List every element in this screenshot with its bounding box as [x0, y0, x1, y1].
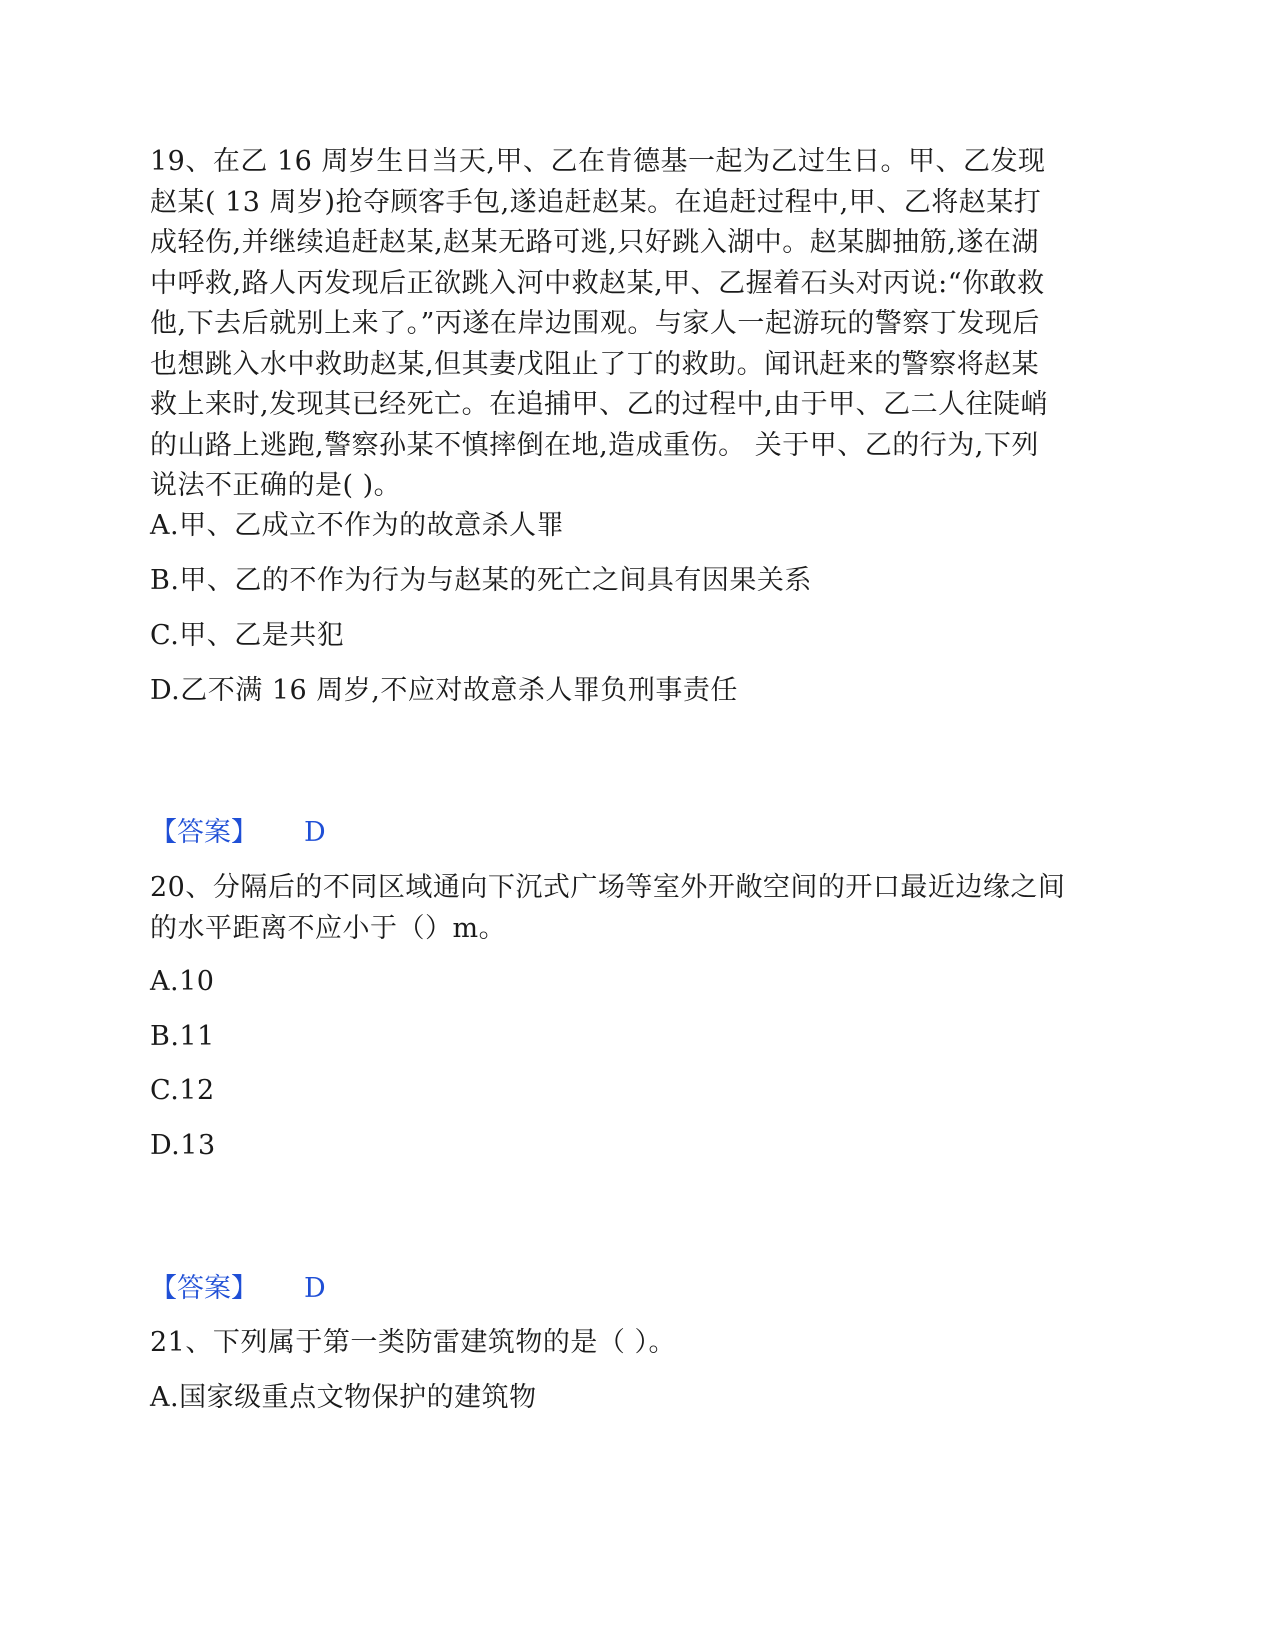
question-19-stem-line: 说法不正确的是( )。	[150, 470, 402, 501]
option-b-text: B.11	[150, 1021, 215, 1052]
question-19-option-b	[150, 561, 1130, 601]
question-19-option-d	[150, 671, 1130, 711]
option-a-text: A.国家级重点文物保护的建筑物	[150, 1382, 537, 1413]
option-d-text: D.乙不满 16 周岁,不应对故意杀人罪负刑事责任	[150, 675, 738, 706]
question-19-option-a	[150, 506, 1130, 546]
question-20-stem-line: 的水平距离不应小于（）m。	[150, 912, 507, 944]
option-d-text: D.13	[150, 1130, 216, 1161]
question-19-answer	[150, 813, 1130, 853]
question-21-option-a	[150, 1378, 1130, 1418]
question-19-stem-line: 他,下去后就别上来了。”丙遂在岸边围观。与家人一起游玩的警察丁发现后	[150, 308, 1040, 339]
question-19	[150, 142, 1130, 507]
question-20-option-a	[150, 962, 1130, 1002]
question-20-option-b	[150, 1017, 1130, 1057]
question-19-stem-line: 赵某( 13 周岁)抢夺顾客手包,遂追赶赵某。在追赶过程中,甲、乙将赵某打	[150, 186, 1042, 218]
question-20-answer	[150, 1269, 1130, 1309]
question-19-stem-line: 成轻伤,并继续追赶赵某,赵某无路可逃,只好跳入湖中。赵某脚抽筋,遂在湖	[150, 227, 1039, 258]
option-c-text: C.12	[150, 1075, 215, 1106]
question-19-option-c	[150, 616, 1130, 656]
question-20-option-d	[150, 1126, 1130, 1166]
question-20	[150, 868, 1130, 949]
question-19-stem-line: 中呼救,路人丙发现后正欲跳入河中救赵某,甲、乙握着石头对丙说:“你敢救	[150, 267, 1045, 299]
question-20-option-c	[150, 1071, 1130, 1111]
option-b-text: B.甲、乙的不作为行为与赵某的死亡之间具有因果关系	[150, 565, 812, 596]
question-19-stem-line: 19、在乙 16 周岁生日当天,甲、乙在肯德基一起为乙过生日。甲、乙发现	[150, 146, 1046, 177]
question-20-stem-line: 20、分隔后的不同区域通向下沉式广场等室外开敞空间的开口最近边缘之间	[150, 872, 1066, 903]
question-19-stem-line: 的山路上逃跑,警察孙某不慎摔倒在地,造成重伤。 关于甲、乙的行为,下列	[150, 429, 1039, 461]
answer-label: 【答案】	[150, 1273, 258, 1304]
answer-value: D	[304, 1273, 326, 1304]
question-21	[150, 1323, 1130, 1364]
answer-label: 【答案】	[150, 817, 258, 848]
option-c-text: C.甲、乙是共犯	[150, 620, 345, 651]
answer-value: D	[304, 817, 326, 848]
question-21-stem-line: 21、下列属于第一类防雷建筑物的是（ ）。	[150, 1327, 676, 1358]
option-a-text: A.10	[150, 966, 215, 997]
option-a-text: A.甲、乙成立不作为的故意杀人罪	[150, 510, 565, 541]
question-19-stem-line: 也想跳入水中救助赵某,但其妻戊阻止了丁的救助。闻讯赶来的警察将赵某	[150, 348, 1040, 380]
question-19-stem-line: 救上来时,发现其已经死亡。在追捕甲、乙的过程中,由于甲、乙二人往陡峭	[150, 389, 1049, 420]
